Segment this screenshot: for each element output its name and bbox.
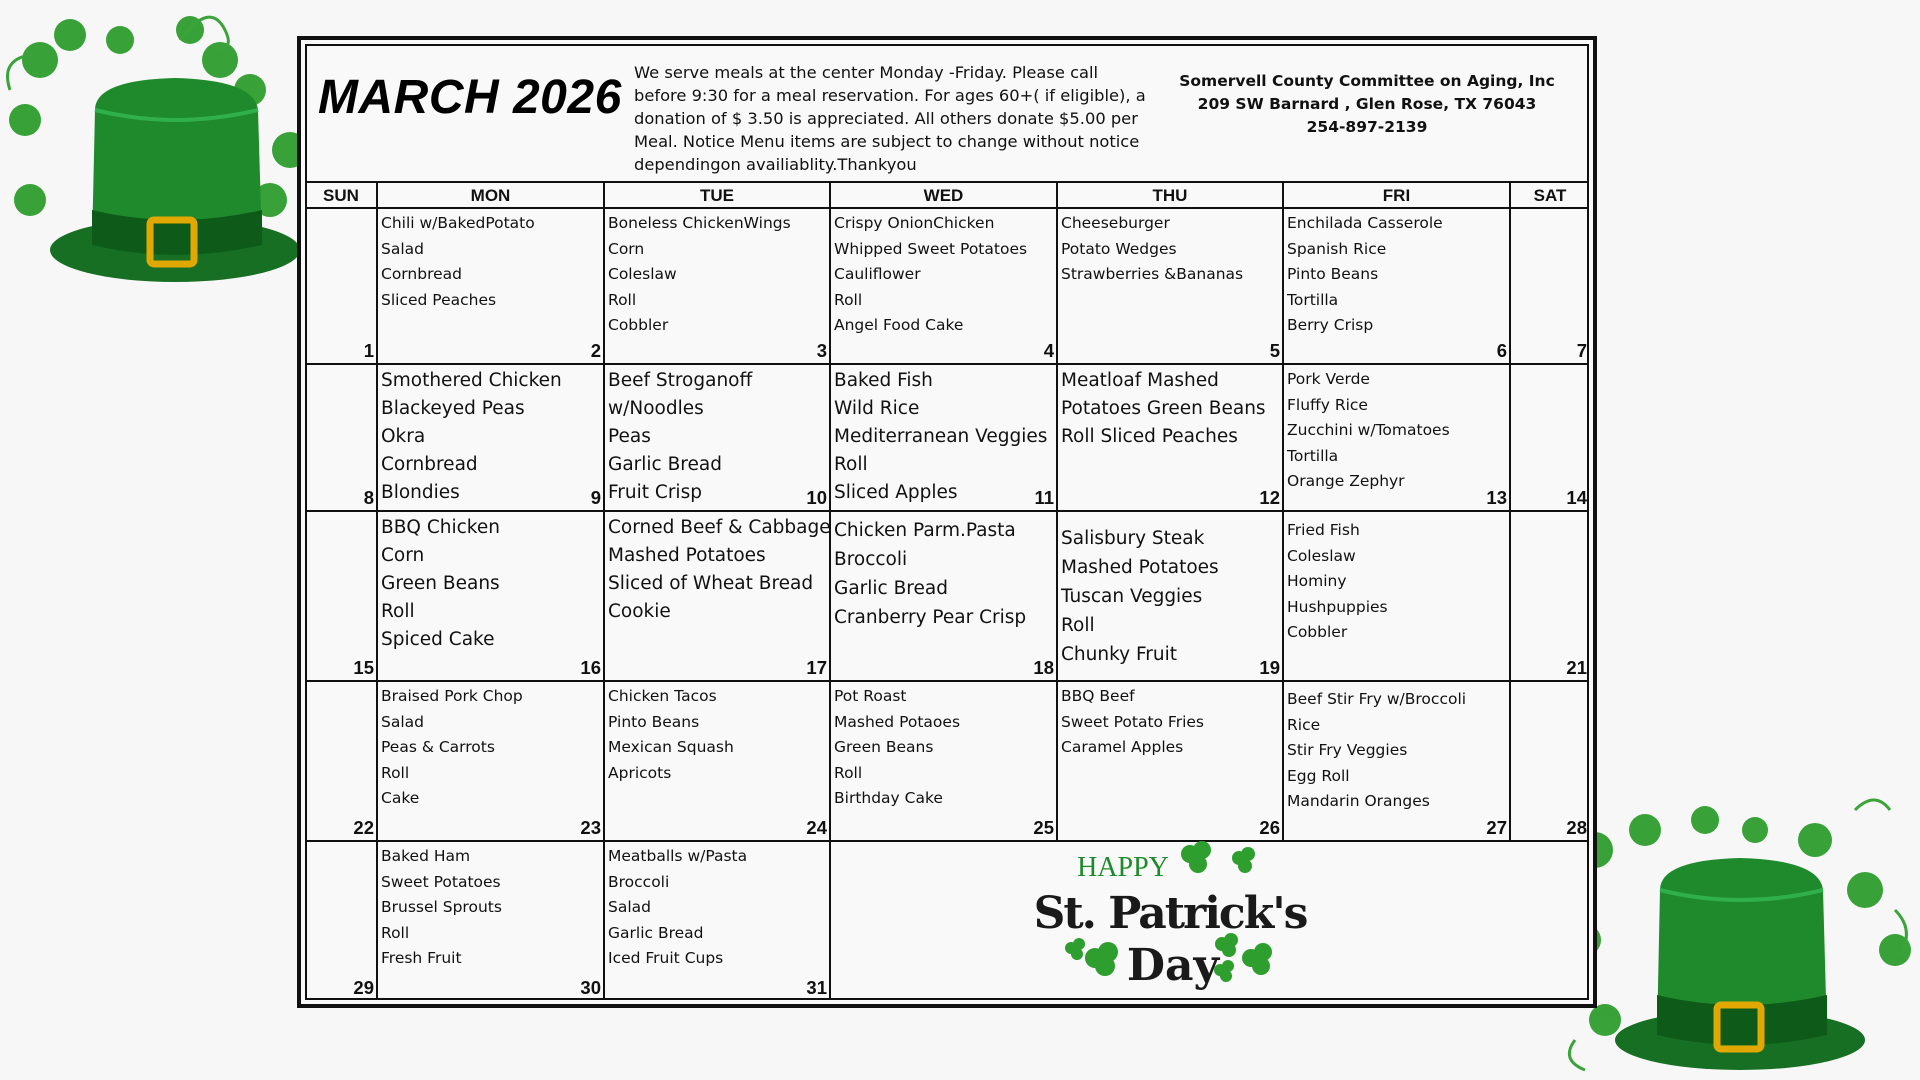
day-cell (305, 682, 378, 842)
menu-item: Berry Crisp (1287, 316, 1374, 334)
menu-item: Meatballs w/Pasta (608, 847, 748, 865)
day-cell (605, 842, 831, 1000)
day-number: 23 (580, 817, 601, 838)
organization-name: Somervell County Committee on Aging, Inc (1179, 72, 1555, 90)
menu-item: Zucchini w/Tomatoes (1287, 421, 1450, 439)
day-number: 7 (1576, 340, 1587, 361)
menu-item: Baked Ham (381, 847, 471, 865)
day-number: 27 (1486, 817, 1507, 838)
menu-item: Mashed Potatoes (1061, 557, 1219, 578)
day-cell (831, 512, 1058, 682)
day-cell (378, 365, 605, 512)
day-number: 26 (1259, 817, 1280, 838)
menu-item: Cheeseburger (1061, 214, 1170, 232)
day-number: 12 (1259, 487, 1280, 508)
menu-item: Cobbler (1287, 623, 1348, 641)
menu-item: Mexican Squash (608, 738, 734, 756)
menu-items (381, 514, 500, 654)
menu-item: Cauliflower (834, 265, 921, 283)
menu-item: Egg Roll (1287, 766, 1350, 785)
menu-items (834, 684, 960, 812)
menu-item: Orange Zephyr (1287, 472, 1405, 490)
day-number: 14 (1566, 487, 1587, 508)
menu-item: Pork Verde (1287, 370, 1370, 388)
day-number: 15 (353, 657, 374, 678)
greeting-st-patricks: St. Patrick's (1033, 888, 1307, 939)
menu-items (608, 514, 831, 626)
menu-items (834, 367, 1047, 507)
greeting-happy: HAPPY (1077, 852, 1169, 883)
day-cell (1284, 512, 1511, 682)
menu-item: Fruit Crisp (608, 482, 702, 503)
day-number: 28 (1566, 817, 1587, 838)
header-wed: WED (831, 183, 1058, 209)
menu-item: Roll (381, 601, 415, 622)
day-number: 8 (363, 487, 374, 508)
menu-items (1287, 211, 1443, 339)
menu-item: Sliced Peaches (381, 290, 497, 309)
menu-item: Cornbread (381, 265, 462, 283)
menu-item: Cranberry Pear Crisp (834, 607, 1027, 628)
day-cell (378, 209, 605, 365)
day-number: 29 (353, 977, 374, 998)
menu-item: Garlic Bread (608, 454, 722, 475)
menu-items (381, 684, 523, 812)
day-cell (305, 365, 378, 512)
menu-item: Garlic Bread (834, 578, 948, 599)
day-number: 22 (353, 817, 374, 838)
day-cell (1058, 209, 1284, 365)
organization-info (1168, 70, 1566, 139)
day-number: 31 (806, 977, 827, 998)
menu-items (1061, 524, 1219, 669)
menu-item: Hushpuppies (1287, 597, 1388, 616)
menu-item: Cake (381, 789, 420, 807)
menu-item: Chicken Tacos (608, 687, 717, 705)
menu-item: Chili w/BakedPotato (381, 214, 535, 232)
day-cell (1511, 209, 1589, 365)
st-patricks-day-greeting (1033, 840, 1307, 1000)
day-cell (1511, 512, 1589, 682)
day-number: 19 (1259, 657, 1280, 678)
menu-item: Corn (608, 239, 645, 258)
organization-address: 209 SW Barnard , Glen Rose, TX 76043 (1197, 95, 1537, 113)
menu-item: Roll (381, 763, 410, 782)
header-fri: FRI (1284, 183, 1511, 209)
menu-item: Fresh Fruit (381, 949, 462, 967)
page-title: MARCH 2026 (318, 71, 622, 124)
header-thu: THU (1058, 183, 1284, 209)
menu-items (1287, 687, 1466, 815)
menu-item: Roll (381, 923, 410, 942)
menu-item: Whipped Sweet Potatoes (834, 239, 1028, 258)
menu-items (381, 844, 502, 972)
menu-item: Birthday Cake (834, 789, 943, 807)
day-cell (831, 209, 1058, 365)
menu-item: Hominy (1287, 572, 1347, 590)
day-number: 11 (1034, 487, 1054, 508)
day-cell (1058, 682, 1284, 842)
menu-item: Strawberries &Bananas (1061, 265, 1244, 283)
menu-item: Baked Fish (834, 370, 933, 391)
menu-item: Enchilada Casserole (1287, 214, 1443, 232)
day-cell (605, 209, 831, 365)
menu-item: Chunky Fruit (1061, 644, 1177, 665)
menu-item: Tortilla (1287, 290, 1339, 309)
day-cell (1058, 365, 1284, 512)
menu-item: Cornbread (381, 454, 478, 475)
menu-calendar (305, 181, 1589, 1000)
day-number: 24 (806, 817, 827, 838)
menu-item: Corn (381, 545, 425, 566)
menu-item: Sweet Potatoes (381, 872, 501, 891)
menu-item: BBQ Chicken (381, 517, 500, 538)
menu-items (834, 211, 1027, 339)
day-cell (1284, 209, 1511, 365)
menu-items (608, 211, 791, 339)
menu-items (608, 684, 734, 786)
menu-item: Roll (834, 763, 863, 782)
menu-items (1061, 684, 1204, 761)
day-number: 21 (1566, 657, 1587, 678)
menu-item: Apricots (608, 763, 672, 782)
leprechaun-hat-top-left (0, 0, 330, 300)
menu-item: Broccoli (834, 549, 908, 570)
day-cell (378, 682, 605, 842)
menu-item: Corned Beef & Cabbage (608, 517, 831, 538)
day-cell (1284, 365, 1511, 512)
day-cell (605, 682, 831, 842)
menu-item: Garlic Bread (608, 923, 704, 942)
menu-item: BBQ Beef (1061, 687, 1135, 705)
menu-items (834, 516, 1026, 632)
menu-item: Tuscan Veggies (1061, 586, 1203, 607)
header-sun: SUN (305, 183, 378, 209)
menu-item: Meatloaf Mashed (1061, 370, 1219, 391)
menu-item: Peas & Carrots (381, 738, 495, 756)
header-tue: TUE (605, 183, 831, 209)
day-number: 17 (806, 657, 827, 678)
menu-item: Green Beans (834, 738, 934, 756)
menu-item: Coleslaw (608, 265, 677, 283)
menu-item: Braised Pork Chop (381, 687, 523, 705)
menu-item: Green Beans (381, 573, 500, 594)
day-number: 10 (806, 487, 827, 508)
greeting-day: Day (1126, 940, 1220, 991)
menu-item: Peas (608, 426, 651, 447)
menu-items (381, 367, 562, 507)
day-number: 18 (1033, 657, 1054, 678)
menu-item: Sweet Potato Fries (1061, 712, 1205, 731)
menu-item: Mashed Potatoes (608, 545, 766, 566)
day-number: 6 (1496, 340, 1507, 361)
menu-item: Blackeyed Peas (381, 398, 525, 419)
menu-item: Mandarin Oranges (1287, 792, 1430, 810)
menu-item: Roll (834, 290, 863, 309)
menu-item: Salisbury Steak (1061, 528, 1205, 549)
menu-items (1287, 518, 1388, 646)
menu-item: Fluffy Rice (1287, 395, 1368, 414)
day-number: 5 (1269, 340, 1280, 361)
menu-item: Roll (1061, 615, 1095, 636)
day-cell (378, 842, 605, 1000)
day-cell (605, 365, 831, 512)
day-number: 13 (1486, 487, 1507, 508)
day-cell (1058, 512, 1284, 682)
menu-item: Cookie (608, 601, 671, 622)
menu-item: Stir Fry Veggies (1287, 741, 1408, 759)
menu-item: Coleslaw (1287, 546, 1356, 565)
meal-notice: We serve meals at the center Monday -Friday. Please call before 9:30 for a meal reservation. For ages 60+( if eligible), a donation of $ 3.50 is appreciated. All others donate $5.00 per Meal. Notice Menu items are subject to change without notice dependingon availiablity.Thankyou (634, 63, 1146, 174)
menu-item: Cobbler (608, 316, 669, 334)
day-cell (831, 365, 1058, 512)
day-number: 2 (590, 340, 601, 361)
menu-items (1287, 367, 1450, 495)
menu-item: Broccoli (608, 872, 670, 891)
header-sat: SAT (1511, 183, 1589, 209)
menu-item: Pinto Beans (608, 712, 700, 731)
menu-item: Beef Stir Fry w/Broccoli (1287, 690, 1467, 708)
menu-item: Tortilla (1287, 446, 1339, 465)
day-cell (305, 209, 378, 365)
menu-item: Okra (381, 426, 426, 447)
menu-item: Salad (608, 898, 651, 916)
day-cell (1511, 682, 1589, 842)
day-cell (1284, 682, 1511, 842)
menu-item: Rice (1287, 715, 1321, 734)
menu-item: Spiced Cake (381, 629, 495, 650)
day-cell (831, 682, 1058, 842)
day-number: 30 (580, 977, 601, 998)
menu-item: Sliced of Wheat Bread (608, 573, 814, 594)
menu-item: Spanish Rice (1287, 239, 1387, 258)
menu-item: Boneless ChickenWings (608, 214, 791, 232)
menu-items (608, 844, 747, 972)
menu-item: Smothered Chicken (381, 370, 562, 391)
menu-item: Beef Stroganoff (608, 370, 753, 391)
menu-items (1061, 211, 1243, 288)
header-mon: MON (378, 183, 605, 209)
organization-phone: 254-897-2139 (1306, 118, 1428, 136)
menu-item: Blondies (381, 482, 460, 503)
leprechaun-hat-bottom-right (1555, 790, 1920, 1080)
menu-item: Pinto Beans (1287, 265, 1379, 283)
menu-item: Brussel Sprouts (381, 898, 502, 916)
menu-item: Potatoes Green Beans (1061, 398, 1266, 419)
day-number: 16 (580, 657, 601, 678)
menu-item: Mediterranean Veggies (834, 426, 1048, 447)
menu-item: Wild Rice (834, 398, 920, 419)
day-cell (305, 842, 378, 1000)
menu-items (381, 211, 535, 313)
menu-item: Salad (381, 712, 424, 731)
menu-item: Potato Wedges (1061, 239, 1177, 258)
menu-item: Roll (608, 290, 637, 309)
menu-item: Iced Fruit Cups (608, 949, 724, 967)
day-number: 25 (1033, 817, 1054, 838)
menu-item: Pot Roast (834, 687, 907, 705)
day-number: 3 (816, 340, 827, 361)
day-number: 9 (590, 487, 601, 508)
day-cell (305, 512, 378, 682)
menu-item: Salad (381, 239, 424, 258)
menu-item: Roll (834, 454, 868, 475)
menu-item: Sliced Apples (834, 482, 958, 503)
menu-item: w/Noodles (608, 398, 704, 419)
menu-items (608, 367, 752, 507)
menu-item: Angel Food Cake (834, 316, 964, 334)
menu-item: Mashed Potaoes (834, 712, 961, 731)
menu-items (1061, 367, 1266, 451)
menu-item: Chicken Parm.Pasta (834, 520, 1016, 541)
day-cell (1511, 365, 1589, 512)
menu-item: Caramel Apples (1061, 738, 1184, 756)
day-cell (378, 512, 605, 682)
day-number: 1 (363, 340, 374, 361)
day-number: 4 (1043, 340, 1054, 361)
menu-item: Crispy OnionChicken (834, 214, 995, 232)
menu-item: Roll Sliced Peaches (1061, 426, 1238, 447)
day-cell (605, 512, 831, 682)
menu-item: Fried Fish (1287, 521, 1360, 539)
